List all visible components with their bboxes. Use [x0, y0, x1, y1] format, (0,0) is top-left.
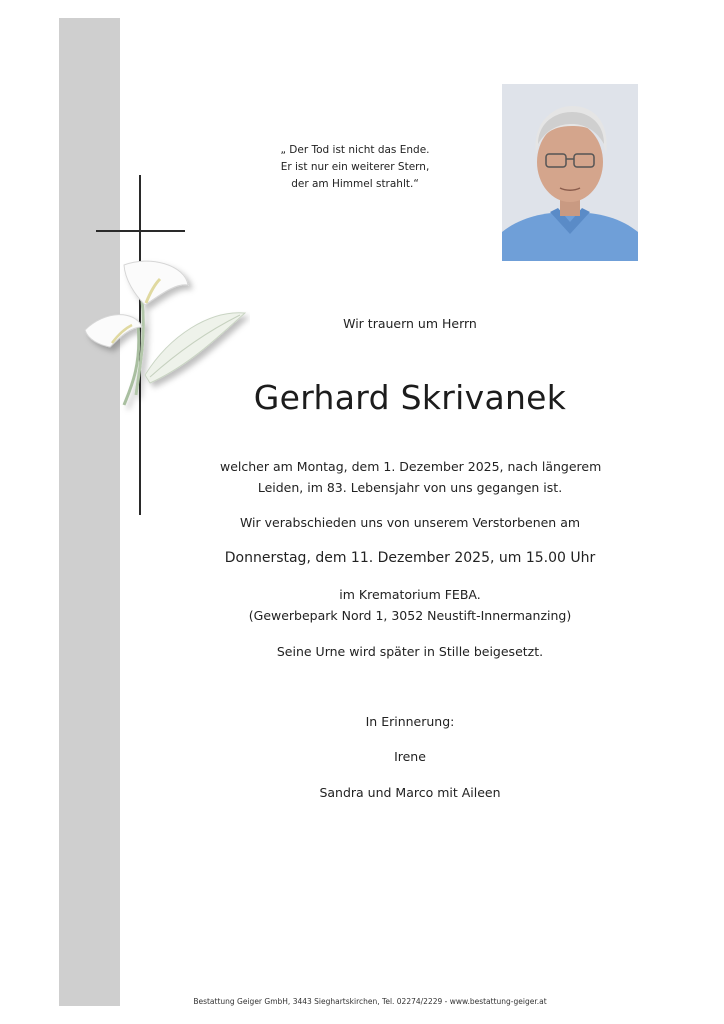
quote-block [240, 142, 470, 193]
cross-horizontal-bar [96, 230, 185, 232]
memory-label: In Erinnerung: [365, 714, 455, 729]
mourner-2: Sandra und Marco mit Aileen [319, 785, 501, 800]
urn-note: Seine Urne wird später in Stille beigesetzt. [276, 644, 544, 659]
location-line-1: im Krematorium FEBA. [339, 587, 481, 602]
quote-line-1: „ Der Tod ist nicht das Ende. [280, 144, 430, 156]
mourner-1: Irene [394, 749, 426, 764]
side-stripe [59, 18, 120, 1006]
quote-line-3: der am Himmel strahlt.“ [291, 178, 419, 190]
ceremony-date: Donnerstag, dem 11. Dezember 2025, um 15.00 Uhr [224, 550, 596, 566]
quote-line-2: Er ist nur ein weiterer Stern, [280, 161, 430, 173]
portrait-photo [502, 84, 638, 261]
ceremony-location [220, 584, 600, 626]
intro-text: Wir trauern um Herrn [343, 316, 477, 331]
footer-imprint: Bestattung Geiger GmbH, 3443 Sieghartskirchen, Tel. 02274/2229 - www.bestattung-geiger.at [193, 997, 547, 1006]
farewell-paragraph: Wir verabschieden uns von unserem Verstorbenen am [239, 515, 581, 530]
location-line-2: (Gewerbepark Nord 1, 3052 Neustift-Innermanzing) [248, 608, 572, 623]
death-notice-line-1: welcher am Montag, dem 1. Dezember 2025, nach längerem [220, 459, 602, 474]
death-notice-paragraph [220, 456, 600, 498]
death-notice-line-2: Leiden, im 83. Lebensjahr von uns gegangen ist. [257, 480, 563, 495]
deceased-name: Gerhard Skrivanek [253, 378, 567, 417]
